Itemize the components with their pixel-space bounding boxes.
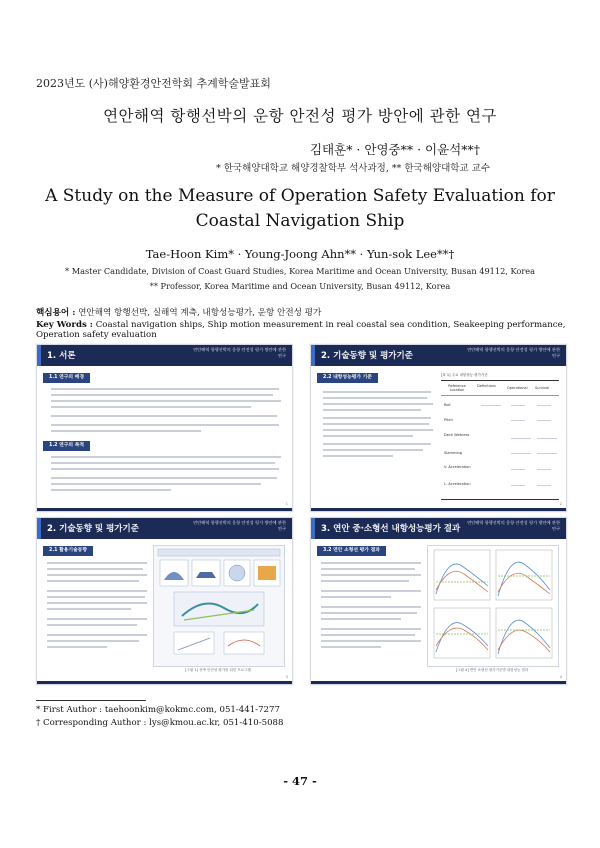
slide-title: 2. 기술동향 및 평가기준	[47, 524, 139, 534]
section-label: 1.1 연구의 배경	[43, 373, 90, 383]
table-header: Definitions	[477, 384, 496, 388]
keywords-korean	[36, 306, 321, 318]
section-label: 1.2 연구의 목적	[43, 441, 90, 451]
slide-corner-title: 연안해역 항행선박의 운항 안전성 평가 방안에 관한 연구	[467, 520, 560, 531]
slide-header	[37, 518, 292, 539]
section-label: 2.2 내항성능평가 기준	[317, 373, 378, 383]
footnote-rule	[36, 700, 146, 701]
figure-caption: [그림 1] 선박 안전성 평가를 위한 프로그램	[185, 668, 251, 672]
section-label: 2.1 활용기술동향	[43, 546, 93, 556]
table-row-label: Roll	[444, 403, 451, 407]
keywords-english	[36, 320, 600, 340]
keywords-korean-label: 핵심용어 :	[36, 308, 76, 318]
slide-corner-title: 연안해역 항행선박의 운항 안전성 평가 방안에 관한 연구	[193, 520, 286, 531]
table-row-label: V. Acceleration	[444, 465, 471, 469]
affiliation-english-2: ** Professor, Korea Maritime and Ocean University, Busan 49112, Korea	[149, 281, 451, 291]
slide-page-number: 2	[559, 502, 562, 506]
table-header: Survival	[535, 386, 550, 390]
slide-applied-technology	[36, 517, 293, 685]
slide-header	[37, 345, 292, 366]
criteria-table	[441, 380, 559, 500]
results-plots	[427, 545, 559, 667]
table-row-label: Slamming	[444, 451, 463, 455]
keywords-korean-text: 연안해역 항행선박, 실해역 계측, 내항성능평가, 운항 안전성 평가	[78, 308, 322, 318]
slide-header	[311, 518, 566, 539]
paper-title-english: A Study on the Measure of Operation Safety Evaluation for Coastal Navigation Ship	[45, 186, 555, 231]
table-header: Operational	[507, 386, 528, 390]
slide-title: 1. 서론	[47, 351, 76, 361]
keywords-english-label: Key Words :	[36, 320, 93, 330]
slide-page-number: 3	[285, 675, 288, 679]
table-row-label: Deck Wetness	[444, 433, 470, 437]
page-number: - 47 -	[283, 774, 317, 788]
table-header: Reference Location	[448, 384, 466, 392]
figure-caption: [그림 4] 연안 소형선 평가기준별 내항성능 결과	[455, 668, 529, 672]
slide-page-number: 4	[559, 675, 562, 679]
program-diagram	[153, 545, 285, 667]
footnote-first-author: * First Author : taehoonkim@kokmc.com, 051-441-7277	[36, 705, 280, 715]
slide-header	[311, 345, 566, 366]
slide-title: 2. 기술동향 및 평가기준	[321, 351, 413, 361]
footnote-corresponding-author: † Corresponding Author : lys@kmou.ac.kr, 051-410-5088	[36, 718, 284, 728]
slide-title: 3. 연안 중·소형선 내항성능평가 결과	[321, 524, 461, 534]
section-label: 3.2 연안 소형선 평가 결과	[317, 546, 386, 556]
authors-korean: 김태훈* · 안영중** · 이윤석**†	[309, 142, 480, 157]
table-title: [표 1] 주요 내항성능 평가기준	[441, 373, 488, 377]
slide-tech-trends-criteria	[310, 344, 567, 512]
slide-corner-title: 연안해역 항행선박의 운항 안전성 평가 방안에 관한 연구	[467, 347, 560, 358]
conference-header: 2023년도 (사)해양환경안전학회 추계학술발표회	[36, 77, 271, 90]
authors-english: Tae-Hoon Kim* · Young-Joong Ahn** · Yun-sok Lee**†	[145, 247, 455, 261]
slide-page-number: 1	[285, 502, 288, 506]
table-row-label: Pitch	[444, 418, 453, 422]
slide-corner-title: 연안해역 항행선박의 운항 안전성 평가 방안에 관한 연구	[193, 347, 286, 358]
affiliation-english-1: * Master Candidate, Division of Coast Guard Studies, Korea Maritime and Ocean University, Busan 49112, Korea	[65, 266, 535, 276]
paper-title-korean: 연안해역 항행선박의 운항 안전성 평가 방안에 관한 연구	[103, 107, 497, 125]
slide-seakeeping-results	[310, 517, 567, 685]
affiliation-korean: * 한국해양대학교 해양경찰학부 석사과정, ** 한국해양대학교 교수	[216, 163, 490, 174]
slide-introduction	[36, 344, 293, 512]
table-row-label: L. Acceleration	[444, 482, 471, 486]
keywords-english-text: Coastal navigation ships, Ship motion measurement in real coastal sea condition, Seakeeping performance, Operation safety evaluation	[36, 320, 566, 340]
